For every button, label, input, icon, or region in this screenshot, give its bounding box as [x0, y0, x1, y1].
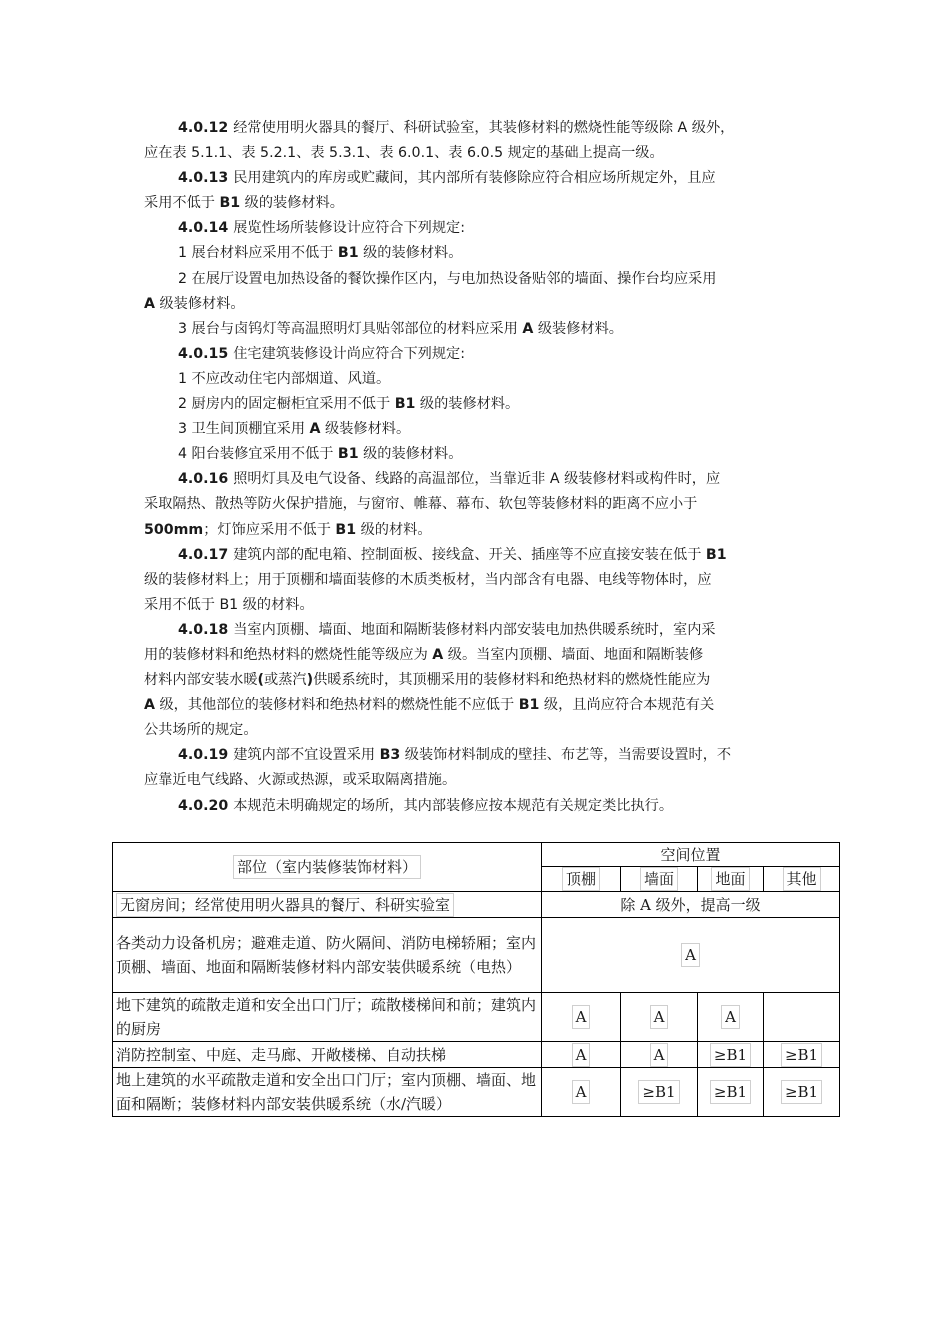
body-text: 采取隔热、散热等防火保护措施，与窗帘、帷幕、幕布、软包等装修材料的距离不应小于: [144, 496, 698, 513]
body-text: 4 阳台装修宜采用不低于: [178, 446, 338, 463]
body-text: 采用不低于: [144, 195, 220, 212]
body-text: 应靠近电气线路、火源或热源，或采取隔离措施。: [144, 772, 457, 789]
paragraph-line: [144, 392, 814, 417]
body-text: 级，其他部位的装修材料和绝热材料的燃烧性能不应低于: [154, 697, 519, 714]
body-text: 3 卫生间顶棚宜采用: [178, 421, 310, 438]
body-text: 级的装修材料。: [240, 195, 344, 212]
body-text: 民用建筑内的库房或贮藏间，其内部所有装修除应符合相应场所规定外，且应: [233, 170, 716, 187]
cell-ceiling: A: [542, 1068, 621, 1117]
cell-wall: ≥B1: [621, 1068, 698, 1117]
paragraph-line: [144, 292, 814, 317]
body-text: 建筑内部的配电箱、控制面板、接线盒、开关、插座等不应直接安装在低于: [233, 546, 706, 563]
paragraph-line: [144, 216, 814, 241]
body-text: 级装饰材料制成的壁挂、布艺等，当需要设置时，不: [400, 747, 732, 764]
body-text: 级装修材料。: [533, 320, 623, 337]
paragraph-line: [144, 267, 814, 292]
body-text: 展览性场所装修设计应符合下列规定:: [233, 220, 465, 237]
paragraph-line: [144, 743, 814, 768]
row-label: 消防控制室、中庭、走马廊、开敞楼梯、自动扶梯: [113, 1042, 542, 1068]
bold-text: B1: [518, 697, 540, 714]
fire-rating-table: [112, 842, 840, 1117]
bold-text: A: [309, 421, 321, 438]
body-text: 用的装修材料和绝热材料的燃烧性能等级应为: [144, 646, 433, 663]
body-text: 级的装修材料上；用于顶棚和墙面装修的木质类板材，当内部含有电器、电线等物体时，应: [144, 571, 712, 588]
body-text: 级装修材料。: [154, 295, 245, 312]
bold-text: (: [257, 672, 264, 689]
table-row: [113, 1042, 840, 1068]
table-header-row: [113, 843, 840, 867]
regulation-text: [144, 116, 814, 819]
bold-text: A: [432, 646, 444, 663]
bold-text: 4.0.18: [178, 621, 234, 638]
body-text: 级的装修材料。: [415, 396, 520, 413]
paragraph-line: [144, 543, 814, 568]
bold-text: B1: [337, 446, 359, 463]
body-text: 1 展台材料应采用不低于: [178, 245, 338, 262]
paragraph-line: [144, 693, 814, 718]
body-text: 2 在展厅设置电加热设备的餐饮操作区内，与电加热设备贴邻的墙面、操作台均应采用: [178, 270, 717, 287]
bold-text: B1: [337, 245, 359, 262]
bold-text: A: [144, 697, 155, 714]
table-row: [113, 993, 840, 1042]
body-text: 1 不应改动住宅内部烟道、风道。: [178, 370, 391, 387]
body-text: 级的材料。: [356, 521, 432, 538]
body-text: ；灯饰应采用不低于: [203, 521, 336, 538]
bold-text: A: [522, 320, 534, 337]
cell-wall: A: [621, 993, 698, 1042]
paragraph-line: [144, 768, 814, 793]
cell-floor: ≥B1: [698, 1042, 764, 1068]
paragraph-line: [144, 116, 814, 141]
bold-text: ): [306, 672, 314, 689]
paragraph-line: [144, 643, 814, 668]
cell-other: [764, 993, 840, 1042]
bold-text: 4.0.14: [178, 220, 234, 237]
bold-text: 4.0.12: [178, 120, 234, 136]
body-text: 级。当室内顶棚、墙面、地面和隔断装修: [443, 646, 704, 663]
cell-floor: A: [698, 993, 764, 1042]
bold-text: A: [144, 295, 155, 312]
body-text: 供暖系统时，其顶棚采用的装修材料和绝热材料的燃烧性能应为: [313, 672, 711, 689]
bold-text: B1: [705, 546, 727, 563]
paragraph-line: [144, 668, 814, 693]
body-text: 级的装修材料。: [358, 245, 463, 262]
paragraph-line: [144, 593, 814, 618]
body-text: 3 展台与卤钨灯等高温照明灯具贴邻部位的材料应采用: [178, 320, 523, 337]
paragraph-line: [144, 794, 814, 819]
paragraph-line: [144, 718, 814, 743]
body-text: 采用不低于 B1 级的材料。: [144, 596, 314, 613]
merged-cell: A: [542, 918, 840, 993]
body-text: 建筑内部不宜设置采用: [233, 747, 380, 764]
header-ceiling: 顶棚: [542, 867, 621, 892]
body-text: 经常使用明火器具的餐厅、科研试验室，其装修材料的燃烧性能等级除 A 级外，: [233, 120, 735, 136]
bold-text: 4.0.20: [178, 797, 234, 814]
paragraph-line: [144, 568, 814, 593]
table-row: [113, 892, 840, 918]
paragraph-line: [144, 317, 814, 342]
bold-text: 4.0.15: [178, 345, 234, 362]
body-text: 级，且尚应符合本规范有关: [539, 697, 715, 714]
paragraph-line: [144, 191, 814, 216]
body-text: 本规范未明确规定的场所，其内部装修应按本规范有关规定类比执行。: [233, 797, 674, 814]
paragraph-line: [144, 442, 814, 467]
bold-text: 500mm: [144, 521, 204, 538]
paragraph-line: [144, 518, 814, 543]
body-text: 材料内部安装水暖: [144, 672, 258, 689]
cell-wall: A: [621, 1042, 698, 1068]
body-text: 或蒸汽: [264, 672, 307, 689]
cell-floor: ≥B1: [698, 1068, 764, 1117]
body-text: 级装修材料。: [320, 421, 411, 438]
paragraph-line: [144, 141, 814, 166]
bold-text: B1: [219, 195, 241, 212]
bold-text: 4.0.17: [178, 546, 234, 563]
merged-cell: 除 A 级外，提高一级: [542, 892, 840, 918]
paragraph-line: [144, 417, 814, 442]
paragraph-line: [144, 618, 814, 643]
body-text: 住宅建筑装修设计尚应符合下列规定:: [233, 345, 465, 362]
body-text: 照明灯具及电气设备、线路的高温部位，当靠近非 A 级装修材料或构件时，应: [233, 471, 721, 488]
paragraph-line: [144, 492, 814, 517]
cell-other: ≥B1: [764, 1068, 840, 1117]
body-text: 级的装修材料。: [358, 446, 463, 463]
body-text: 公共场所的规定。: [144, 722, 258, 739]
cell-ceiling: A: [542, 993, 621, 1042]
body-text: 当室内顶棚、墙面、地面和隔断装修材料内部安装电加热供暖系统时，室内采: [233, 621, 716, 638]
bold-text: B3: [379, 747, 401, 764]
header-space-position: 空间位置: [542, 843, 840, 867]
table-row: [113, 1068, 840, 1117]
paragraph-line: [144, 342, 814, 367]
row-label: 各类动力设备机房；避难走道、防火隔间、消防电梯轿厢；室内顶棚、墙面、地面和隔断装修材料内部安装供暖系统（电热）: [113, 918, 542, 993]
bold-text: 4.0.13: [178, 170, 234, 187]
header-wall: 墙面: [621, 867, 698, 892]
row-label: 地下建筑的疏散走道和安全出口门厅；疏散楼梯间和前；建筑内的厨房: [113, 993, 542, 1042]
bold-text: 4.0.16: [178, 471, 234, 488]
bold-text: B1: [335, 521, 357, 538]
body-text: 2 厨房内的固定橱柜宜采用不低于: [178, 396, 395, 413]
header-other: 其他: [764, 867, 840, 892]
row-label: 无窗房间；经常使用明火器具的餐厅、科研实验室: [113, 892, 542, 918]
paragraph-line: [144, 467, 814, 492]
header-floor: 地面: [698, 867, 764, 892]
cell-ceiling: A: [542, 1042, 621, 1068]
row-label: 地上建筑的水平疏散走道和安全出口门厅；室内顶棚、墙面、地面和隔断；装修材料内部安装供暖系统（水/汽暖）: [113, 1068, 542, 1117]
bold-text: B1: [394, 396, 416, 413]
paragraph-line: [144, 166, 814, 191]
paragraph-line: [144, 367, 814, 392]
cell-other: ≥B1: [764, 1042, 840, 1068]
body-text: 应在表 5.1.1、表 5.2.1、表 5.3.1、表 6.0.1、表 6.0.5 规定的基础上提高一级。: [144, 145, 664, 162]
bold-text: 4.0.19: [178, 747, 234, 764]
table-row: [113, 918, 840, 993]
paragraph-line: [144, 241, 814, 266]
header-location: 部位（室内装修装饰材料）: [113, 843, 542, 892]
